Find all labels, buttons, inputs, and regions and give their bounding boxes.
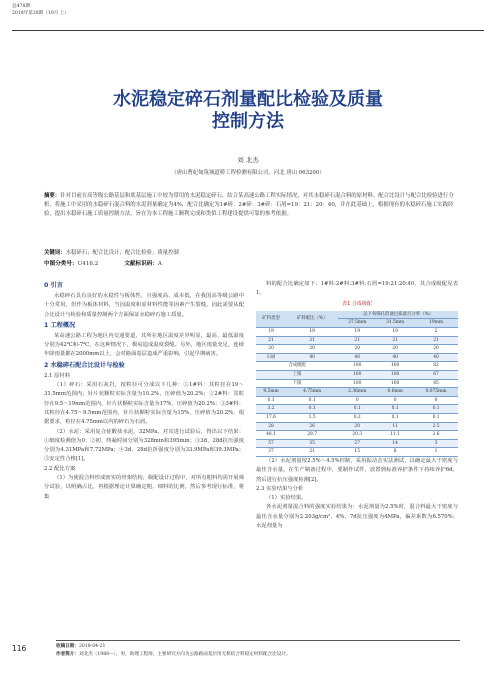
table-cell: 0 xyxy=(414,396,458,405)
header-ratio: 矿料配比（%） xyxy=(286,311,338,328)
table-cell: 20 xyxy=(286,345,338,354)
issue-info xyxy=(12,4,69,17)
table-cell: 0.1 xyxy=(376,414,414,423)
table-cell: 19 xyxy=(256,328,286,337)
table-cell: 0.2 xyxy=(338,414,376,423)
footnote xyxy=(56,643,460,658)
table-row xyxy=(256,405,458,414)
section-2-title: 2 水稳碎石配合比设计与检验 xyxy=(44,361,125,369)
table-sieve-row-2 xyxy=(256,388,458,397)
table-cell: 0 xyxy=(338,396,376,405)
table-cell: 20 xyxy=(256,345,286,354)
table-row xyxy=(256,362,458,371)
section-1-paragraph: 某高速公路工程为地区内交通要道，其所在地区温度差异明显，最高、最低温度分别为42℃和-7℃，在这种情况下，极易造成温度裂缝。另外，地区雨量充足，连续年降雨量都在2000mm以上，会对路面基层造成严重影响，引起早期病害。 xyxy=(44,332,244,358)
footnote-rule xyxy=(56,640,460,641)
table-cell: 20 xyxy=(376,345,414,354)
table-cell: 48.1 xyxy=(256,431,286,440)
table-cell: 40 xyxy=(376,353,414,362)
table-row xyxy=(256,345,458,354)
received-label: 收稿日期： xyxy=(56,644,79,649)
section-1-title: 1 工程概况 xyxy=(44,321,76,329)
sieve-label: 31.5mm xyxy=(376,319,414,328)
paragraph-aggregate: （1）碎石：采用石灰岩，按粒径可分成以下几种：①1#料：其粒径在19～31.5mm范围内，针片状颗粒实际含量为10.2%，压碎值为20.2%；②2#料：其粒径在9.5～19mm范围内，针片状颗粒实际含量为17%，压碎值为20.2%；③3#料：其粒径在4.75～9.5mm范围内，针片状颗粒实际含量为15%，压碎值为20.2%，根据要求，粒径在4.75mm以内的碎石为石屑。 xyxy=(44,382,244,426)
table-cell: 40 xyxy=(338,353,376,362)
article-title-line-2: 控制方法 xyxy=(212,111,284,132)
abstract-text: 针对目前在高等级公路基层和底基层施工中较为常用的水泥稳定碎石，结合某高速公路工程实际情况，对其水稳碎石混合料的原材料、配合比设计与配合比检验进行分析，将施工中采用的水稳碎石混合料的水泥剂量确定为4%，配合比确定为1#碎：2#碎：3#碎：石屑=19：21：20：40，并在此基础上，根据现有的水稳碎石施工实践经验，提出水稳碎石施工质量控制方法，旨在为本工程施工顺利完成和类似工程建设提供可靠的参考依据。 xyxy=(44,193,454,218)
table-cell: 0.1 xyxy=(414,414,458,423)
table-row xyxy=(256,379,458,388)
author: 刘 北杰 xyxy=(237,156,259,164)
table-cell: 37 xyxy=(256,448,286,457)
table-cell: 下限 xyxy=(256,379,338,388)
header-rule xyxy=(12,30,484,31)
table-row xyxy=(256,336,458,345)
section-2-2-title: 2.2 配比方案 xyxy=(44,465,76,472)
sieve-label: 9.5mm xyxy=(256,388,286,397)
table-cell: 67 xyxy=(414,371,458,380)
table-cell: 0.1 xyxy=(286,396,338,405)
affiliation: （唐山曹妃甸筑城道桥工程检测有限公司，河北 唐山 063200） xyxy=(171,170,325,176)
table-cell: 40 xyxy=(414,353,458,362)
table-row xyxy=(256,414,458,423)
table-cell: 20 xyxy=(338,345,376,354)
table-cell: 2 xyxy=(414,328,458,337)
paragraph-results: 各水泥剂量混合料的强度实验结果为：水泥剂量为2.5%时，混合料最大干密度与最佳含水量分别为2.203g/cm³、4%，7d抗压强度为4MPa，偏差系数为6.570%；水泥剂量为 xyxy=(256,504,458,530)
table-cell: 21 xyxy=(414,336,458,345)
table-cell: 82 xyxy=(414,362,458,371)
table-cell: 28 xyxy=(256,422,286,431)
paragraph-cement: （2）水泥：采用复合硅酸盐水泥，32MPa，对其进行试验后，得出以下结果：①细度检测值为0；②初、终凝时间分别为328min和395min；③3d、28d抗压强度分别为4.31MPa和7.72MPa；④3d、28d抗折强度分别为33.9MPa和39.3MPa；⑤安定性合格[1]。 xyxy=(44,428,244,463)
table-cell: 21 xyxy=(256,336,286,345)
table-cell: 17.6 xyxy=(256,414,286,423)
table-cell: 19 xyxy=(338,328,376,337)
table-cell: 20.3 xyxy=(338,431,376,440)
section-0-title: 0 引言 xyxy=(44,282,63,289)
header-material: 矿料类型 xyxy=(256,311,286,328)
table-cell: 100 xyxy=(376,379,414,388)
sieve-label: 19mm xyxy=(414,319,458,328)
keywords-text: 水稳碎石；配合比设计；配合比检验；质量控制 xyxy=(65,250,179,256)
abstract-label: 摘要： xyxy=(44,193,61,199)
table-row xyxy=(256,448,458,457)
table-cell: 11 xyxy=(376,422,414,431)
table-header-row xyxy=(256,311,458,319)
table-cell: 100 xyxy=(338,362,376,371)
doc-code: A xyxy=(157,261,162,267)
section-0-paragraph: 水稳碎石具有良好的水稳性与板体性，且强度高、成本低，在我国高等级公路中十分常用，但作为板体材料，当因温度和原材料性能等因素产生裂缝，因此需要从配合比设计与检验和质量控制两个方面保证水稳碎石施工质量。 xyxy=(44,293,244,318)
table-cell: 20 xyxy=(338,422,376,431)
table-row xyxy=(256,396,458,405)
keywords xyxy=(44,248,454,256)
sieve-label: 0.6mm xyxy=(376,388,414,397)
received-value: 2018-04-21 xyxy=(78,644,106,649)
section-2-1-title: 2.1 原材料 xyxy=(44,372,70,379)
sieve-label: 4.75mm xyxy=(286,388,338,397)
sieve-label: 2.36mm xyxy=(338,388,376,397)
paragraph-mix-ratio: 料的配合比确定如下：1#料:2#料:3#料:石屑=19:21:20:40，其合成级配见表1。 xyxy=(256,281,458,297)
table-cell: 100 xyxy=(376,362,414,371)
table-cell: 11.1 xyxy=(376,431,414,440)
table-cell: 26 xyxy=(286,422,338,431)
received-date xyxy=(56,643,460,651)
table-cell: 15 xyxy=(338,448,376,457)
author-bio-label: 作者简介： xyxy=(56,651,79,657)
table-cell: 石屑 xyxy=(256,353,286,362)
header-passing: 以下各筛孔的通过质量百分率（%） xyxy=(338,311,458,319)
paragraph-cement-dosage: （2）水泥剂量按2.5%～4.5%控制，采用振动击实法测试，以确定最大干密度与最佳含水量，在生产制备过程中，要制作试件，放置到标准养护条件下持续养护6d，然后进行抗压强度检测[2]。 xyxy=(256,457,458,483)
sieve-label: 0.075mm xyxy=(414,388,458,397)
table-cell: 100 xyxy=(376,371,414,380)
table-cell: 27 xyxy=(338,439,376,448)
paragraph-mix-plan: （1）为使混合料形成密实的骨架结构，级配设计过程中，对所有粗料均需开展筛分试验，以明确占比，再根据理论计算确定粗、细料的比例，然后参考现行标准，将集 xyxy=(44,475,244,500)
classification-label: 中图分类号： xyxy=(44,261,78,267)
table-cell: 28.7 xyxy=(286,431,338,440)
issue-number: 总478期 xyxy=(12,4,30,9)
table-cell: 3 xyxy=(414,439,458,448)
section-2-3-title: 2.3 实验结果与分析 xyxy=(256,485,304,492)
table-cell: 20 xyxy=(414,345,458,354)
table-cell: 0.1 xyxy=(414,405,458,414)
table-cell: 19 xyxy=(286,328,338,337)
table-cell: 21 xyxy=(338,336,376,345)
issue-date: 2018年第28期（10月 上） xyxy=(12,10,69,16)
classification xyxy=(44,259,454,267)
author-bio xyxy=(56,651,460,659)
page-number: 116 xyxy=(12,644,27,653)
table-cell: 85 xyxy=(414,379,458,388)
table-cell: 0 xyxy=(376,396,414,405)
table-caption: 表1 合成级配 xyxy=(342,300,372,307)
left-column xyxy=(44,280,244,502)
table-cell: 19 xyxy=(376,328,414,337)
article-title-line-1: 水泥稳定碎石剂量配比检验及质量 xyxy=(113,89,383,110)
table-cell: 14 xyxy=(376,439,414,448)
table-cell: 57 xyxy=(256,439,286,448)
table-cell: 21 xyxy=(286,448,338,457)
table-cell: 2.5 xyxy=(414,422,458,431)
table-cell: 21 xyxy=(286,336,338,345)
table-cell: 35 xyxy=(286,439,338,448)
table-row xyxy=(256,439,458,448)
table-cell: 0.1 xyxy=(256,396,286,405)
sieve-label: 37.5mm xyxy=(338,319,376,328)
table-cell: 上限 xyxy=(256,371,338,380)
table-cell: 8 xyxy=(376,448,414,457)
gradation-table xyxy=(256,311,458,457)
table-row xyxy=(256,422,458,431)
table-cell: 1.5 xyxy=(286,414,338,423)
table-cell: 1 xyxy=(414,448,458,457)
abstract xyxy=(44,192,454,220)
table-cell: 0.1 xyxy=(338,405,376,414)
table-cell: 21 xyxy=(376,336,414,345)
classification-value: U416.2 xyxy=(77,261,99,267)
paragraph-results-heading: （1）实验结果。 xyxy=(266,495,307,502)
table-cell: 2.6 xyxy=(414,431,458,440)
table-cell: 100 xyxy=(338,371,376,380)
table-row xyxy=(256,328,458,337)
table-cell: 40 xyxy=(286,353,338,362)
table-cell: 合成级配 xyxy=(256,362,338,371)
table-cell: 0.1 xyxy=(286,405,338,414)
doc-code-label: 文献标识码： xyxy=(124,261,158,267)
table-row xyxy=(256,353,458,362)
table-cell: 0.1 xyxy=(376,405,414,414)
table-row xyxy=(256,371,458,380)
right-column xyxy=(256,280,458,531)
table-cell: 100 xyxy=(338,379,376,388)
table-row xyxy=(256,431,458,440)
keywords-label: 关键词： xyxy=(44,250,66,256)
author-bio-text: 刘北杰（1988—），男，助理工程师，主要研究方向为公路路面基层用无机结合料稳定材料配合比设计。 xyxy=(78,651,291,657)
table-cell: 3.2 xyxy=(256,405,286,414)
